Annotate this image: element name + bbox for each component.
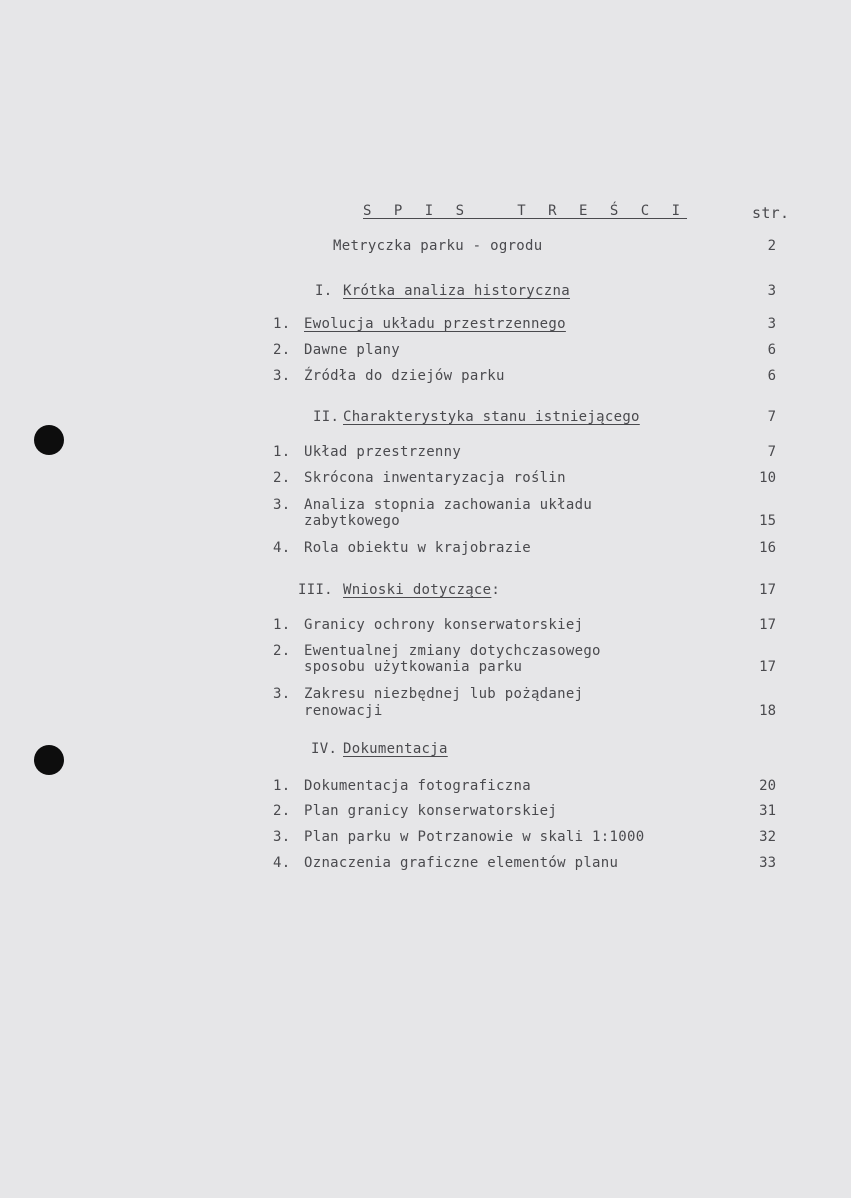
toc-page-number: 17 [759, 582, 776, 598]
item-number: 3. [273, 686, 291, 702]
toc-page-number: 32 [759, 829, 776, 845]
section-number: I. [315, 283, 333, 299]
item-title: Źródła do dziejów parku [304, 368, 505, 384]
section-title: Wnioski dotyczące [343, 582, 492, 598]
item-title: Plan parku w Potrzanowie w skali 1:1000 [304, 829, 645, 845]
punch-hole [34, 425, 64, 455]
section-title: Dokumentacja [343, 741, 448, 757]
toc-page-number: 7 [767, 409, 776, 425]
punch-hole [34, 745, 64, 775]
item-title: Ewolucja układu przestrzennego [304, 316, 566, 332]
item-title: Granicy ochrony konserwatorskiej [304, 617, 584, 633]
item-title: Oznaczenia graficzne elementów planu [304, 855, 619, 871]
item-title: Ewentualnej zmiany dotychczasowego [304, 643, 601, 659]
item-number: 1. [273, 316, 291, 332]
item-title: Skrócona inwentaryzacja roślin [304, 470, 566, 486]
toc-page-number: 3 [767, 316, 776, 332]
item-title: Zakresu niezbędnej lub pożądanej [304, 686, 584, 702]
toc-title: S P I S T R E Ś C I [363, 203, 688, 219]
toc-page-number: 15 [759, 513, 776, 529]
toc-page-number: 6 [767, 342, 776, 358]
section-title: Charakterystyka stanu istniejącego [343, 409, 640, 425]
item-title: Dokumentacja fotograficzna [304, 778, 531, 794]
page-column-header: str. [752, 204, 790, 222]
item-number: 3. [273, 497, 291, 513]
section-title-group [343, 582, 500, 598]
item-number: 2. [273, 643, 291, 659]
item-number: 2. [273, 803, 291, 819]
item-title: Analiza stopnia zachowania układu [304, 497, 593, 513]
section-title: Krótka analiza historyczna [343, 283, 570, 299]
toc-page-number: 6 [767, 368, 776, 384]
toc-page-number: 20 [759, 778, 776, 794]
item-number: 1. [273, 617, 291, 633]
toc-page-number: 17 [759, 617, 776, 633]
item-title: Układ przestrzenny [304, 444, 462, 460]
toc-page-number: 18 [759, 703, 776, 719]
item-number: 1. [273, 444, 291, 460]
toc-page-number: 17 [759, 659, 776, 675]
toc-page-number: 31 [759, 803, 776, 819]
toc-page-number: 2 [767, 238, 776, 254]
section-number: IV. [311, 741, 338, 757]
item-number: 3. [273, 829, 291, 845]
item-title: Plan granicy konserwatorskiej [304, 803, 558, 819]
section-title-suffix: : [491, 582, 501, 598]
section-number: III. [298, 582, 333, 598]
toc-page-number: 3 [767, 283, 776, 299]
toc-page-number: 33 [759, 855, 776, 871]
toc-page-number: 10 [759, 470, 776, 486]
item-number: 2. [273, 470, 291, 486]
item-title-continued: zabytkowego [304, 513, 401, 529]
item-number: 4. [273, 540, 291, 556]
toc-page-number: 16 [759, 540, 776, 556]
item-number: 1. [273, 778, 291, 794]
toc-page-number: 7 [767, 444, 776, 460]
item-title-continued: sposobu użytkowania parku [304, 659, 523, 675]
item-number: 4. [273, 855, 291, 871]
item-title: Dawne plany [304, 342, 401, 358]
item-number: 2. [273, 342, 291, 358]
section-number: II. [313, 409, 340, 425]
item-title: Rola obiektu w krajobrazie [304, 540, 531, 556]
item-number: 3. [273, 368, 291, 384]
toc-metryczka: Metryczka parku - ogrodu [333, 238, 543, 254]
item-title-continued: renowacji [304, 703, 383, 719]
